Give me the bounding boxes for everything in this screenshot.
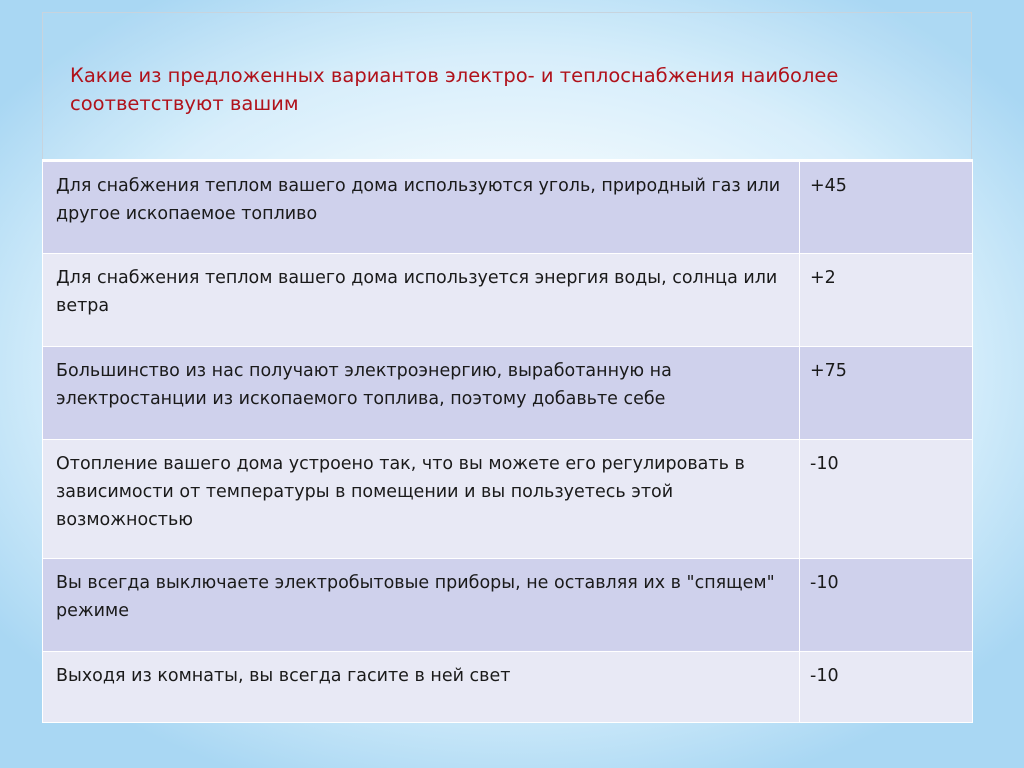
row-description: Большинство из нас получают электроэнергию, выработанную на электростанции из ископаемого топлива, поэтому добавьте себе bbox=[43, 347, 800, 440]
table-row bbox=[43, 559, 973, 652]
table-row bbox=[43, 652, 973, 723]
table-row bbox=[43, 440, 973, 559]
row-score: -10 bbox=[800, 440, 973, 559]
table-row bbox=[43, 254, 973, 347]
row-score: +75 bbox=[800, 347, 973, 440]
table-row bbox=[43, 347, 973, 440]
row-score: +45 bbox=[800, 161, 973, 254]
row-description: Вы всегда выключаете электробытовые приборы, не оставляя их в "спящем" режиме bbox=[43, 559, 800, 652]
scoring-table bbox=[42, 159, 973, 723]
slide-title: Какие из предложенных вариантов электро- и теплоснабжения наиболее соответствуют вашим bbox=[70, 64, 839, 115]
row-description: Отопление вашего дома устроено так, что вы можете его регулировать в зависимости от температуры в помещении и вы пользуетесь этой возможностью bbox=[43, 440, 800, 559]
row-description: Для снабжения теплом вашего дома используется энергия воды, солнца или ветра bbox=[43, 254, 800, 347]
row-description: Выходя из комнаты, вы всегда гасите в ней свет bbox=[43, 652, 800, 723]
table-row bbox=[43, 161, 973, 254]
row-score: -10 bbox=[800, 559, 973, 652]
row-score: +2 bbox=[800, 254, 973, 347]
row-score: -10 bbox=[800, 652, 973, 723]
row-description: Для снабжения теплом вашего дома используются уголь, природный газ или другое ископаемое топливо bbox=[43, 161, 800, 254]
